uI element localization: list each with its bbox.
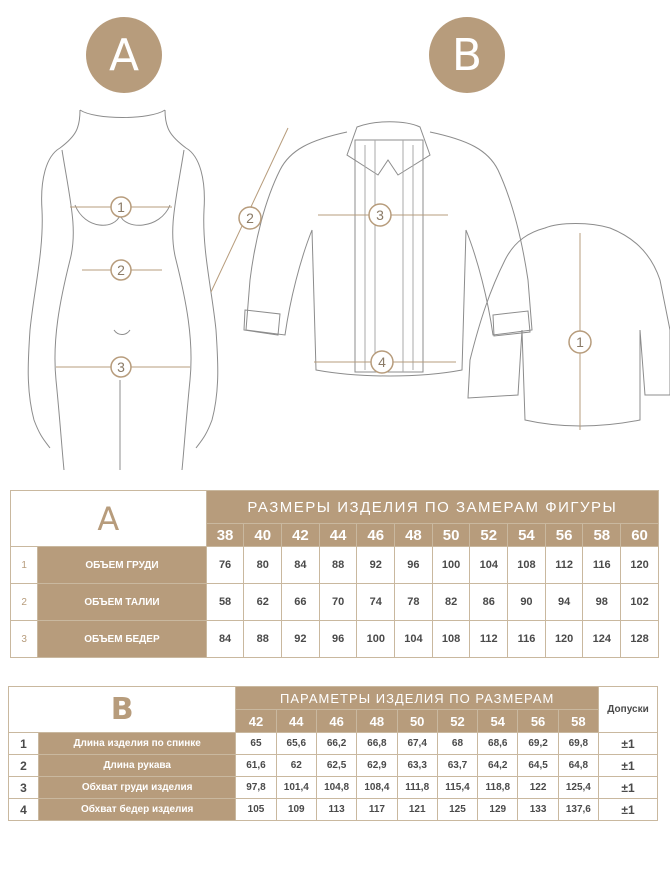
size-cell: 48 [395,524,433,547]
value-cell: 98 [583,584,621,621]
marker-body-1: 1 [117,199,125,215]
size-cell: 50 [397,710,437,733]
value-cell: 63,7 [437,755,477,777]
value-cell: 120 [545,621,583,658]
row-label: Длина изделия по спинке [38,733,235,755]
value-cell: 68,6 [478,733,518,755]
marker-shirt-4: 4 [378,354,386,370]
value-cell: 125,4 [558,777,598,799]
table-a [10,490,659,658]
value-cell: 86 [470,584,508,621]
value-cell: 117 [357,799,397,821]
value-cell: 62,9 [357,755,397,777]
table-row [9,799,658,821]
value-cell: 64,5 [518,755,558,777]
value-cell: 112 [545,547,583,584]
row-label: ОБЪЕМ БЕДЕР [38,621,207,658]
row-number: 2 [11,584,38,621]
row-label: ОБЪЕМ ГРУДИ [38,547,207,584]
value-cell: 109 [276,799,316,821]
row-number: 2 [9,755,39,777]
row-number: 1 [9,733,39,755]
value-cell: 100 [432,547,470,584]
shirt-back [468,224,670,427]
value-cell: 62 [276,755,316,777]
size-cell: 52 [437,710,477,733]
table-a-letter: A [11,491,207,547]
shirt-embroidery [365,140,413,372]
value-cell: 129 [478,799,518,821]
value-cell: 122 [518,777,558,799]
size-cell: 60 [621,524,659,547]
badge-b: B [429,17,505,93]
value-cell: 125 [437,799,477,821]
table-row [11,584,659,621]
marker-body-2: 2 [117,262,125,278]
tolerance-cell: ±1 [599,777,658,799]
size-cell: 42 [282,524,320,547]
value-cell: 121 [397,799,437,821]
value-cell: 128 [621,621,659,658]
row-number: 3 [9,777,39,799]
body-figure [28,110,218,470]
value-cell: 108 [508,547,546,584]
value-cell: 112 [470,621,508,658]
value-cell: 67,4 [397,733,437,755]
size-cell: 54 [478,710,518,733]
row-number: 1 [11,547,38,584]
value-cell: 108,4 [357,777,397,799]
value-cell: 105 [236,799,276,821]
value-cell: 102 [621,584,659,621]
measure-markers [111,197,591,377]
row-label: Длина рукава [38,755,235,777]
value-cell: 80 [244,547,282,584]
size-cell: 54 [508,524,546,547]
size-cell: 44 [319,524,357,547]
value-cell: 90 [508,584,546,621]
size-cell: 46 [357,524,395,547]
row-label: Обхват бедер изделия [38,799,235,821]
value-cell: 78 [395,584,433,621]
size-cell: 50 [432,524,470,547]
value-cell: 92 [282,621,320,658]
table-row [11,547,659,584]
value-cell: 92 [357,547,395,584]
table-row [9,733,658,755]
table-b-title: ПАРАМЕТРЫ ИЗДЕЛИЯ ПО РАЗМЕРАМ [236,687,599,710]
value-cell: 111,8 [397,777,437,799]
value-cell: 120 [621,547,659,584]
tolerance-cell: ±1 [599,755,658,777]
value-cell: 116 [508,621,546,658]
size-cell: 56 [518,710,558,733]
value-cell: 69,8 [558,733,598,755]
value-cell: 58 [206,584,244,621]
row-label: ОБЪЕМ ТАЛИИ [38,584,207,621]
value-cell: 68 [437,733,477,755]
row-number: 3 [11,621,38,658]
value-cell: 66,2 [316,733,356,755]
value-cell: 124 [583,621,621,658]
value-cell: 76 [206,547,244,584]
body-measure-lines [56,207,190,367]
size-cell: 46 [316,710,356,733]
value-cell: 66 [282,584,320,621]
row-number: 4 [9,799,39,821]
value-cell: 84 [282,547,320,584]
value-cell: 96 [319,621,357,658]
size-cell: 44 [276,710,316,733]
value-cell: 104 [395,621,433,658]
size-cell: 58 [558,710,598,733]
value-cell: 64,2 [478,755,518,777]
value-cell: 108 [432,621,470,658]
marker-shirt-1: 1 [576,334,584,350]
table-b-letter: B [9,687,236,733]
value-cell: 88 [244,621,282,658]
table-row [9,777,658,799]
value-cell: 115,4 [437,777,477,799]
value-cell: 94 [545,584,583,621]
marker-shirt-2: 2 [246,210,254,226]
value-cell: 70 [319,584,357,621]
size-cell: 52 [470,524,508,547]
value-cell: 118,8 [478,777,518,799]
value-cell: 116 [583,547,621,584]
value-cell: 74 [357,584,395,621]
value-cell: 62 [244,584,282,621]
tolerance-cell: ±1 [599,733,658,755]
value-cell: 84 [206,621,244,658]
value-cell: 64,8 [558,755,598,777]
value-cell: 97,8 [236,777,276,799]
row-label: Обхват груди изделия [38,777,235,799]
value-cell: 61,6 [236,755,276,777]
shirt-measure-lines [211,128,580,430]
table-b [8,686,658,821]
marker-shirt-3: 3 [376,207,384,223]
size-cell: 48 [357,710,397,733]
size-cell: 56 [545,524,583,547]
value-cell: 104 [470,547,508,584]
value-cell: 69,2 [518,733,558,755]
table-a-title: РАЗМЕРЫ ИЗДЕЛИЯ ПО ЗАМЕРАМ ФИГУРЫ [206,491,658,524]
value-cell: 96 [395,547,433,584]
size-cell: 40 [244,524,282,547]
size-cell: 42 [236,710,276,733]
marker-body-3: 3 [117,359,125,375]
size-cell: 38 [206,524,244,547]
size-cell: 58 [583,524,621,547]
value-cell: 62,5 [316,755,356,777]
value-cell: 137,6 [558,799,598,821]
value-cell: 104,8 [316,777,356,799]
value-cell: 101,4 [276,777,316,799]
value-cell: 66,8 [357,733,397,755]
value-cell: 133 [518,799,558,821]
table-row [9,755,658,777]
value-cell: 113 [316,799,356,821]
tolerance-cell: ±1 [599,799,658,821]
value-cell: 63,3 [397,755,437,777]
value-cell: 65,6 [276,733,316,755]
badge-a: A [86,17,162,93]
value-cell: 82 [432,584,470,621]
value-cell: 88 [319,547,357,584]
shirt-front [244,122,532,376]
value-cell: 65 [236,733,276,755]
value-cell: 100 [357,621,395,658]
table-row [11,621,659,658]
tolerance-header: Допуски [599,687,658,733]
